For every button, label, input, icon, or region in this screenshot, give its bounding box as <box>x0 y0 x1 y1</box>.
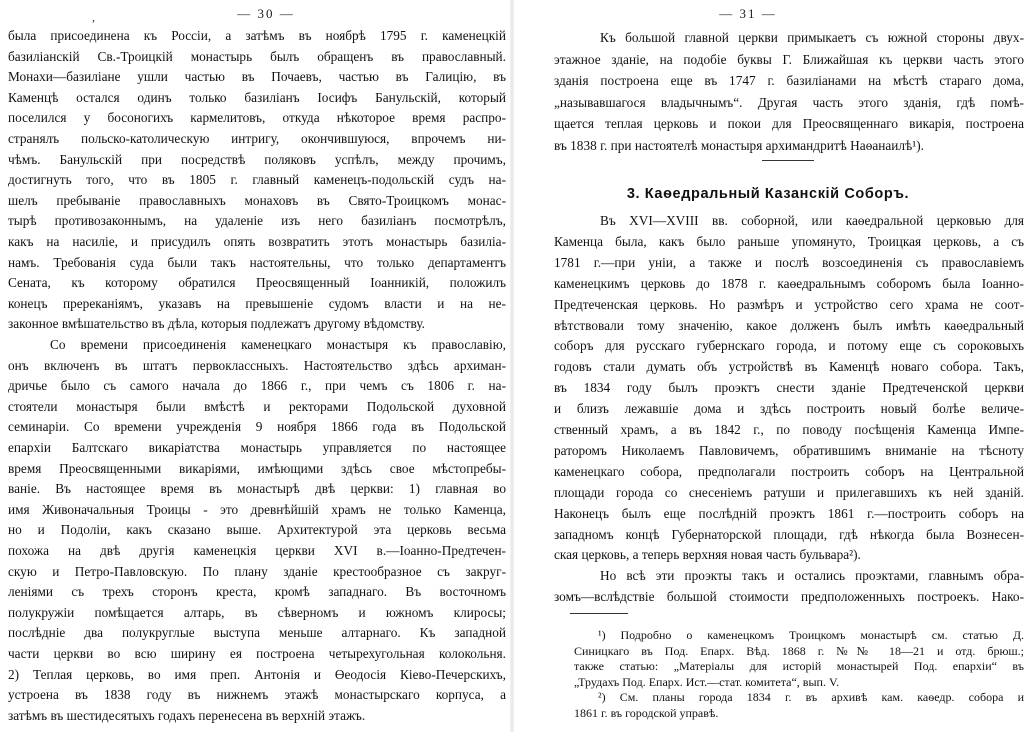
text-line: была присоединена къ Россіи, а затѣмъ въ ноябрѣ 1795 г. каменецкій <box>8 28 506 43</box>
text-line: 1781 г.—при уніи, а также и послѣ возсоединенія съ православіемъ <box>554 254 1024 270</box>
text-line: „называвшагося владычнымъ“. Другая часть этого зданія, гдѣ помѣ- <box>554 94 1024 110</box>
text-line: скую и Петро-Павловскую. По плану зданіе крестообразное съ закруг- <box>8 563 506 579</box>
text-line: Сената, къ которому обратился Преосвященный Іоанникій, положилъ <box>8 275 506 291</box>
text-line: зомъ—вслѣдствіе большой стоимости предположенныхъ построекъ. Нако- <box>554 589 1024 605</box>
text-line: достигнуть того, что въ 1805 г. главный каменецъ-подольскій судъ на- <box>8 172 506 188</box>
text-line: части церкви во всю ширину ея построена четырехугольная колокольня. <box>8 646 506 661</box>
footnote-line: ²) См. планы города 1834 г. въ архивѣ кам. каѳедр. собора и <box>598 690 1024 705</box>
text-line: странялъ польско-католическую интригу, окончившуюся, впрочемъ ни- <box>8 131 506 146</box>
text-line: леніями съ трехъ сторонъ креста, кромѣ западнаго. Въ восточномъ <box>8 584 506 600</box>
text-line: Наконецъ былъ еще послѣдній проэктъ 1861 г.—построить соборъ на <box>554 505 1024 521</box>
text-line: каменецкимъ церковь до 1878 г. каѳедральнымъ соборомъ была Іоанно- <box>554 275 1024 291</box>
text-line: Каменцѣ остался одинъ только базиліанъ Іосифъ Банульскій, который <box>8 89 506 105</box>
footnote-line: Синицкаго въ Под. Епарх. Вѣд. 1868 г. №№ 18—21 и отд. брюш.; <box>574 643 1024 658</box>
text-line: и близъ лежавшіе дома и здѣсь построить новый болѣе величе- <box>554 401 1024 417</box>
text-line: стоятели монастыря были вмѣстѣ и ректорами Подольской духовной <box>8 398 506 414</box>
text-line: но и Подоліи, какъ сказано выше. Архитектурой эта церковь весьма <box>8 522 506 538</box>
text-line: базиліанскій Св.-Троицкій монастырь былъ обращенъ въ православный. <box>8 48 506 64</box>
text-line: шелъ пребываніе православныхъ монаховъ въ Свято-Троицкомъ монас- <box>8 192 506 208</box>
footnote-line: „Трудахъ Под. Епарх. Ист.—стат. комитета“, вып. V. <box>574 674 840 689</box>
text-line: этажное зданіе, на подобіе буквы Г. Ближайшая къ церкви часть этого <box>554 51 1024 67</box>
text-line: раторомъ Николаемъ Павловичемъ, обратившимъ вниманіе на тѣсноту <box>554 442 1024 458</box>
text-line: послѣдніе два полукруглые выступа меньше алтарнаго. Къ западной <box>8 625 506 641</box>
text-line: ваніе. Въ настоящее время въ монастырѣ двѣ церкви: 1) главная во <box>8 481 506 497</box>
text-line: Монахи—базиліане ушли частью въ Почаевъ, частью въ Галицію, въ <box>8 69 506 85</box>
text-line: въ 1834 году былъ проэктъ снести зданіе Предтеченской церкви <box>554 380 1024 396</box>
text-line: похожа на двѣ другія каменецкія церкви XVI в.—Іоанно-Предтечен- <box>8 543 506 558</box>
text-line: 2) Теплая церковь, во имя преп. Антонія и Өеодосія Кіево-Печерскихъ, <box>8 666 506 682</box>
text-line: каменецкаго собора, предполагали построить соборъ на Центральной <box>554 463 1024 479</box>
text-line: дричье было съ самого начала до 1866 г., при чемъ съ 1806 г. на- <box>8 378 506 394</box>
text-line: Со времени присоединенія каменецкаго монастыря къ православію, <box>50 337 506 352</box>
text-line: поселился у босоногихъ кармелитовъ, откуда нѣкоторое время распро- <box>8 110 506 126</box>
text-line: законное вмѣшательство въ дѣла, которыя подлежатъ другому вѣдомству. <box>8 316 425 332</box>
page-number-right: — 31 — <box>719 6 777 21</box>
text-line: ская церковь, а теперь верхняя новая часть бульвара²). <box>554 547 861 563</box>
text-line: Предтеченская церковь. Но размѣръ и устройство сего храма не соот- <box>554 296 1024 312</box>
text-line: соборъ для русскаго губернскаго города, и потому еще съ сороковыхъ <box>554 338 1024 354</box>
footnote-line: также статью: „Матеріалы для исторій монастырей Под. епархіи“ въ <box>574 659 1024 674</box>
text-line: время Преосвященными викаріями, имѣющими здѣсь свое мѣстопребы- <box>8 460 506 476</box>
text-line: зданія построена еще въ 1747 г. базиліанами на мѣстѣ стараго дома, <box>554 73 1024 88</box>
text-line: Къ большой главной церкви примыкаетъ съ южной стороны двух- <box>600 30 1024 45</box>
text-line: площади города со снесеніемъ ратуши и прилегавшихъ къ ней зданій. <box>554 484 1024 500</box>
text-line: вѣтствовали тому значенію, какое долженъ былъ имѣть каѳедральный <box>554 317 1024 333</box>
section-divider-rule <box>762 160 814 161</box>
text-line: имя Живоначальныя Троицы - это древнѣйшій храмъ не только Каменца, <box>8 501 506 517</box>
text-line: конецъ пререканіямъ, указавъ на превышеніе судомъ власти и на не- <box>8 295 506 311</box>
stray-mark: , <box>92 10 95 24</box>
text-line: намъ. Требованія суда были такъ настоятельны, что только департаментъ <box>8 254 506 270</box>
text-line: Но всѣ эти проэкты такъ и остались проэктами, главнымъ обра- <box>600 568 1024 584</box>
text-line: щается теплая церковь и покои для Преосвященнаго викарія, построена <box>554 116 1024 131</box>
text-line: западномъ концѣ Губернаторской площади, гдѣ нѣкогда была Вознесен- <box>554 526 1024 542</box>
footnote-line: 1861 г. въ городской управѣ. <box>574 706 719 720</box>
text-line: годовъ стали думать объ устройствѣ въ Каменцѣ новаго собора. Такъ, <box>554 359 1024 375</box>
text-line: въ 1838 г. при настоятелѣ монастыря архимандритѣ Наѳанаилѣ¹). <box>554 137 924 153</box>
text-line: устроена въ 1838 году въ нижнемъ этажѣ монастырскаго корпуса, а <box>8 687 506 703</box>
right-page <box>512 0 1024 732</box>
text-line: тырѣ противозаконнымъ, на удаленіе изъ него базиліанъ посмотрѣлъ, <box>8 213 506 229</box>
section-heading: 3. Каѳедральный Казанскій Соборъ. <box>626 186 910 202</box>
text-line: епархіи Балтскаго викаріатства монастырь управляется по настоящее <box>8 440 506 455</box>
footnote-divider-rule <box>570 613 628 614</box>
text-line: полукружіи помѣщается алтарь, въ сѣверномъ и южномъ клиросы; <box>8 604 506 620</box>
text-line: ственный храмъ, а въ 1842 г., по поводу посѣщенія Каменца Импе- <box>554 422 1024 437</box>
footnote-line: ¹) Подробно о каменецкомъ Троицкомъ монастырѣ см. статью Д. <box>598 628 1024 642</box>
text-line: Въ XVI—XVIII вв. соборной, или каѳедральной церковью для <box>600 213 1024 228</box>
text-line: онъ включенъ въ штатъ первоклассныхъ. Настоятельство здѣсь архиман- <box>8 357 506 373</box>
text-line: какъ на насиліе, и присудилъ опять возвратить этотъ монастырь базиліа- <box>8 234 506 249</box>
page-number-left: — 30 — <box>237 6 295 21</box>
text-line: затѣмъ въ шестидесятыхъ годахъ перенесена въ верхній этажъ. <box>8 707 366 723</box>
text-line: Каменца была, какъ было раньше упомянуто, Троицкая церковь, а съ <box>554 233 1024 249</box>
text-line: семинаріи. Со времени учрежденія 9 ноября 1866 года въ Подольской <box>8 419 506 435</box>
text-line: чѣмъ. Банульскій при посредствѣ поляковъ успѣлъ, между прочимъ, <box>8 151 506 167</box>
